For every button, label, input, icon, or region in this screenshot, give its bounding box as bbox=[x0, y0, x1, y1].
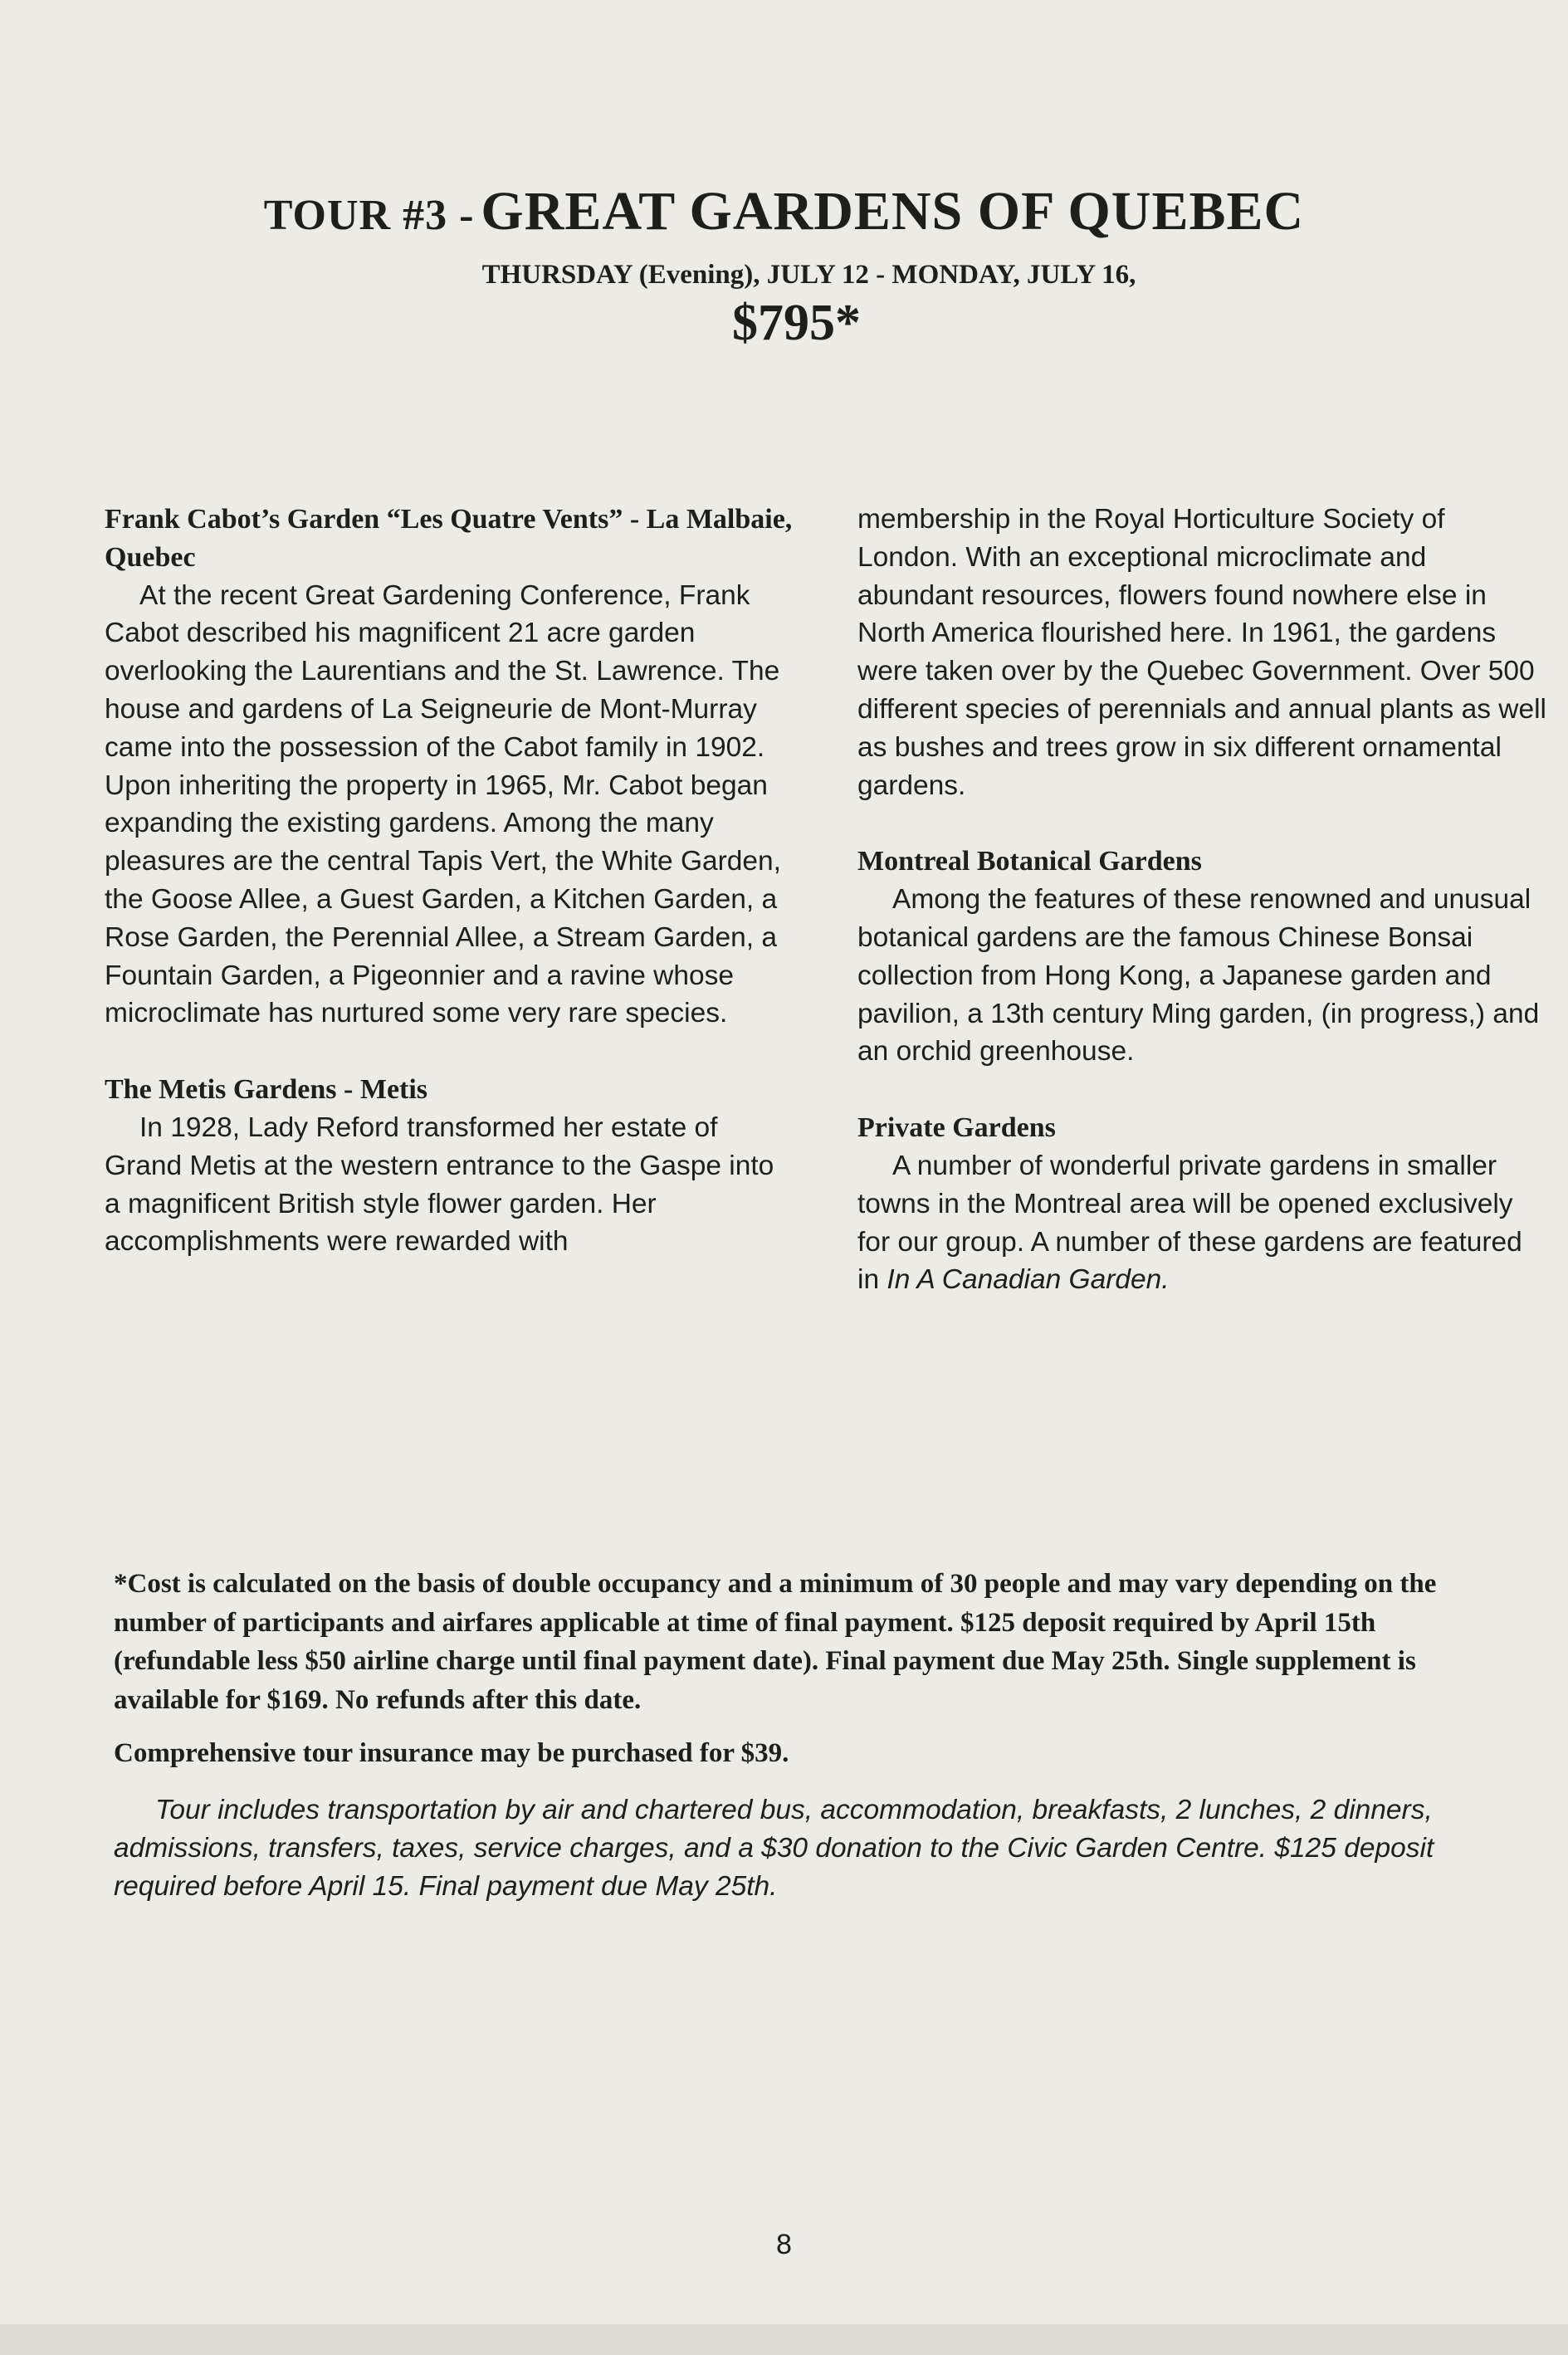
section-body-metis-continued: membership in the Royal Horticulture Society of London. With an exceptional microclimate and abundant resources, flowers found nowhere else in North America flourished here. In 1961, the gardens were taken over by the Quebec Government. Over 500 different species of perennials and annual plants as well as bushes and trees grow in six different ornamental gardens. bbox=[857, 504, 1546, 801]
page-number: 8 bbox=[776, 2229, 792, 2260]
section-body-private-text: A number of wonderful private gardens in smaller towns in the Montreal area will be opened exclusively for our group. A number of these gardens are featured in bbox=[857, 1150, 1522, 1296]
section-body-montreal: Among the features of these renowned and unusual botanical gardens are the famous Chinese Bonsai collection from Hong Kong, a Japanese garden and pavilion, a 13th century Ming garden, (in progress,) and an orchid greenhouse. bbox=[857, 884, 1540, 1068]
section-title-cabot: Frank Cabot’s Garden “Les Quatre Vents” - La Malbaie, Quebec bbox=[105, 504, 793, 573]
tour-dates: THURSDAY (Evening), JULY 12 - MONDAY, JULY 16, bbox=[481, 260, 1136, 290]
tour-price: $795* bbox=[732, 295, 861, 351]
section-body-cabot: At the recent Great Gardening Conference, Frank Cabot described his magnificent 21 acre garden overlooking the Laurentians and the St. Lawrence. The house and gardens of La Seigneurie de Mont-Murray came into the possession of the Cabot family in 1902. Upon inheriting the property in 1965, Mr. Cabot began expanding the existing gardens. Among the many pleasures are the central Tapis Vert, the White Garden, the Goose Allee, a Guest Garden, a Kitchen Garden, a Rose Garden, the Perennial Allee, a Stream Garden, a Fountain Garden, a Pigeonnier and a ravine whose microclimate has nurtured some very rare species. bbox=[105, 579, 781, 1029]
left-column bbox=[105, 501, 794, 1261]
book-title: In A Canadian Garden. bbox=[887, 1264, 1170, 1296]
includes-note: Tour includes transportation by air and chartered bus, accommodation, breakfasts, 2 lunches, 2 dinners, admissions, transfers, taxes, service charges, and a $30 donation to the Civic Garden Centre. $125 deposit required before April 15. Final payment due May 25th. bbox=[114, 1794, 1434, 1902]
section-body-private bbox=[857, 1147, 1546, 1299]
section-title-montreal: Montreal Botanical Gardens bbox=[857, 846, 1202, 877]
section-body-metis: In 1928, Lady Reford transformed her estate of Grand Metis at the western entrance to the Gaspe into a magnificent British style flower garden. Her accomplishments were rewarded with bbox=[105, 1112, 774, 1258]
right-column bbox=[857, 501, 1546, 1299]
page-header bbox=[0, 178, 1568, 353]
cost-note: *Cost is calculated on the basis of double occupancy and a minimum of 30 people and may vary depending on the number of participants and airfares applicable at time of final payment. $125 deposit required by April 15th (refundable less $50 airline charge until final payment date). Final payment due May 25th. Single supplement is available for $169. No refunds after this date. bbox=[114, 1569, 1437, 1715]
tour-title bbox=[0, 178, 1568, 253]
section-title-metis: The Metis Gardens - Metis bbox=[105, 1074, 428, 1106]
insurance-note: Comprehensive tour insurance may be purchased for $39. bbox=[114, 1738, 789, 1768]
tour-title-main: GREAT GARDENS OF QUEBEC bbox=[481, 181, 1305, 242]
page-edge bbox=[0, 2324, 1568, 2355]
section-title-private: Private Gardens bbox=[857, 1112, 1056, 1144]
tour-title-prefix: TOUR #3 - bbox=[263, 192, 475, 239]
footer-notes bbox=[114, 1565, 1508, 1906]
